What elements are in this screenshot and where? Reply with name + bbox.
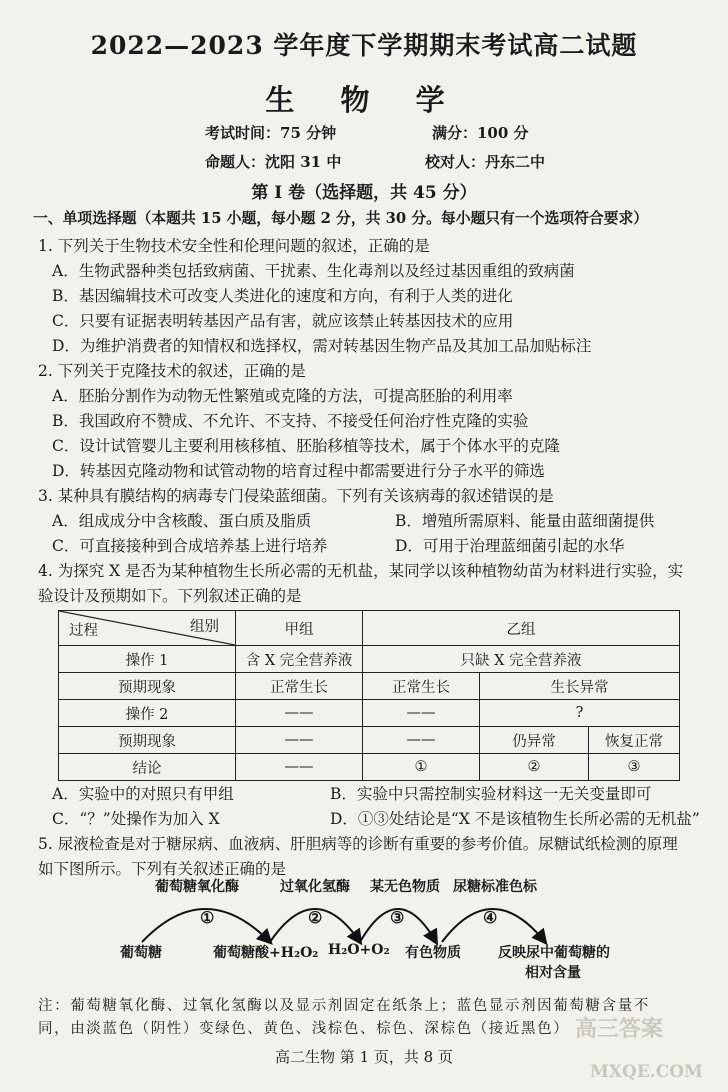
step-2-marker: ② (308, 908, 323, 927)
row-label-op1: 操作 1 (59, 646, 236, 673)
enzyme-catalase: 过氧化氢酶 (280, 879, 350, 895)
exam-time: 考试时间：75 分钟 (205, 124, 337, 142)
q5-stem-line2: 如下图所示。下列有关叙述正确的是 (38, 860, 287, 878)
q5-note-line2: 同，由淡蓝色（阴性）变绿色、黄色、浅棕色、棕色、深棕色（接近黑色） (38, 1021, 570, 1037)
row-label-op2: 操作 2 (59, 700, 236, 727)
standard-color-chart: 尿糖标准色标 (453, 879, 537, 895)
node-water-oxygen: H₂O+O₂ (328, 942, 390, 958)
cell-expect2-b1: —— (363, 727, 480, 754)
cell-conclusion-a: —— (236, 754, 363, 781)
step-1-marker: ① (200, 908, 215, 927)
cell-conclusion-b3: ③ (589, 754, 680, 781)
q3-option-d: D．可用于治理蓝细菌引起的水华 (395, 537, 625, 555)
exam-author: 命题人：沈阳 31 中 (205, 153, 342, 171)
watermark-site: MXQE.COM (590, 1062, 703, 1082)
q2-option-a: A．胚胎分割作为动物无性繁殖或克隆的方法，可提高胚胎的利用率 (52, 387, 513, 405)
cell-conclusion-b2: ② (480, 754, 589, 781)
row-label-expect2: 预期现象 (59, 727, 236, 754)
q1-stem: 1. 下列关于生物技术安全性和伦理问题的叙述，正确的是 (38, 237, 430, 255)
cell-expect1-a: 正常生长 (236, 673, 363, 700)
row-label-conclusion: 结论 (59, 754, 236, 781)
page-footer: 高二生物 第 1 页，共 8 页 (275, 1048, 453, 1066)
part1-heading: 一、单项选择题（本题共 15 小题，每小题 2 分，共 30 分。每小题只有一个选项符合要求） (33, 210, 649, 227)
q3-option-b: B．增殖所需原料、能量由蓝细菌提供 (395, 512, 655, 530)
q4-option-c: C．“？”处操作为加入 X (52, 810, 220, 828)
cell-expect2-a: —— (236, 727, 363, 754)
cell-conclusion-b1: ① (363, 754, 480, 781)
q4-stem-line1: 4. 为探究 X 是否为某种植物生长所必需的无机盐，某同学以该种植物幼苗为材料进行实验，实 (38, 562, 684, 580)
header-group-a: 甲组 (236, 611, 363, 646)
step-4-marker: ④ (483, 908, 498, 927)
cell-op1-b: 只缺 X 完全营养液 (363, 646, 680, 673)
enzyme-glucose-oxidase: 葡萄糖氧化酶 (155, 879, 239, 895)
section-heading: 第 I 卷（选择题，共 45 分） (251, 183, 477, 203)
cell-expect2-b2: 仍异常 (480, 727, 589, 754)
node-result-line2: 相对含量 (525, 965, 581, 981)
subject-title: 生 物 学 (265, 83, 463, 117)
table-corner-cell (59, 611, 236, 646)
node-glucose: 葡萄糖 (120, 945, 162, 961)
q3-stem: 3. 某种具有膜结构的病毒专门侵染蓝细菌。下列有关该病毒的叙述错误的是 (38, 487, 554, 505)
colorless-substance: 某无色物质 (370, 879, 440, 895)
cell-op2-a: —— (236, 700, 363, 727)
node-colored-substance: 有色物质 (405, 945, 461, 961)
q4-option-b: B．实验中只需控制实验材料这一无关变量即可 (330, 785, 652, 803)
q3-option-a: A．组成成分中含核酸、蛋白质及脂质 (52, 512, 312, 530)
header-group-b: 乙组 (363, 611, 680, 646)
watermark-stamp: 高三答案 (575, 1016, 664, 1042)
cell-expect1-b2: 生长异常 (480, 673, 680, 700)
cell-op2-b1: —— (363, 700, 480, 727)
experiment-table (58, 610, 680, 781)
cell-expect2-b3: 恢复正常 (589, 727, 680, 754)
q1-option-b: B．基因编辑技术可改变人类进化的速度和方向，有利于人类的进化 (52, 287, 513, 305)
corner-label-group: 组别 (190, 619, 219, 635)
q5-stem-line1: 5. 尿液检查是对于糖尿病、血液病、肝胆病等的诊断有重要的参考价值。尿糖试纸检测的原理 (38, 835, 678, 853)
exam-title: 2022—2023 学年度下学期期末考试高二试题 (90, 31, 638, 60)
q4-option-d: D．①③处结论是“X 不是该植物生长所必需的无机盐” (330, 810, 700, 828)
q1-option-a: A．生物武器种类包括致病菌、干扰素、生化毒剂以及经过基因重组的致病菌 (52, 262, 575, 280)
q5-note-line1: 注：葡萄糖氧化酶、过氧化氢酶以及显示剂固定在纸条上；蓝色显示剂因葡萄糖含量不 (38, 998, 650, 1014)
q4-option-a: A．实验中的对照只有甲组 (52, 785, 234, 803)
row-label-expect1: 预期现象 (59, 673, 236, 700)
q1-option-c: C．只要有证据表明转基因产品有害，就应该禁止转基因技术的应用 (52, 312, 514, 330)
cell-expect1-b1: 正常生长 (363, 673, 480, 700)
exam-proofreader: 校对人：丹东二中 (425, 153, 546, 171)
cell-op1-a: 含 X 完全营养液 (236, 646, 363, 673)
q2-option-c: C．设计试管婴儿主要利用核移植、胚胎移植等技术，属于个体水平的克隆 (52, 437, 560, 455)
q3-option-c: C．可直接接种到合成培养基上进行培养 (52, 537, 328, 555)
urine-test-diagram (120, 880, 640, 980)
q2-option-d: D．转基因克隆动物和试管动物的培育过程中都需要进行分子水平的筛选 (52, 462, 545, 480)
q4-stem-line2: 验设计及预期如下。下列叙述正确的是 (38, 587, 302, 605)
corner-label-process: 过程 (69, 623, 98, 639)
q2-option-b: B．我国政府不赞成、不允许、不支持、不接受任何治疗性克隆的实验 (52, 412, 529, 430)
node-result-line1: 反映尿中葡萄糖的 (498, 945, 610, 961)
q2-stem: 2. 下列关于克隆技术的叙述，正确的是 (38, 362, 306, 380)
cell-op2-b2: ? (480, 700, 680, 727)
full-score: 满分：100 分 (432, 124, 529, 142)
node-gluconic-acid: 葡萄糖酸+H₂O₂ (213, 945, 319, 961)
q1-option-d: D．为维护消费者的知情权和选择权，需对转基因生物产品及其加工品加贴标注 (52, 337, 592, 355)
step-3-marker: ③ (390, 908, 405, 927)
